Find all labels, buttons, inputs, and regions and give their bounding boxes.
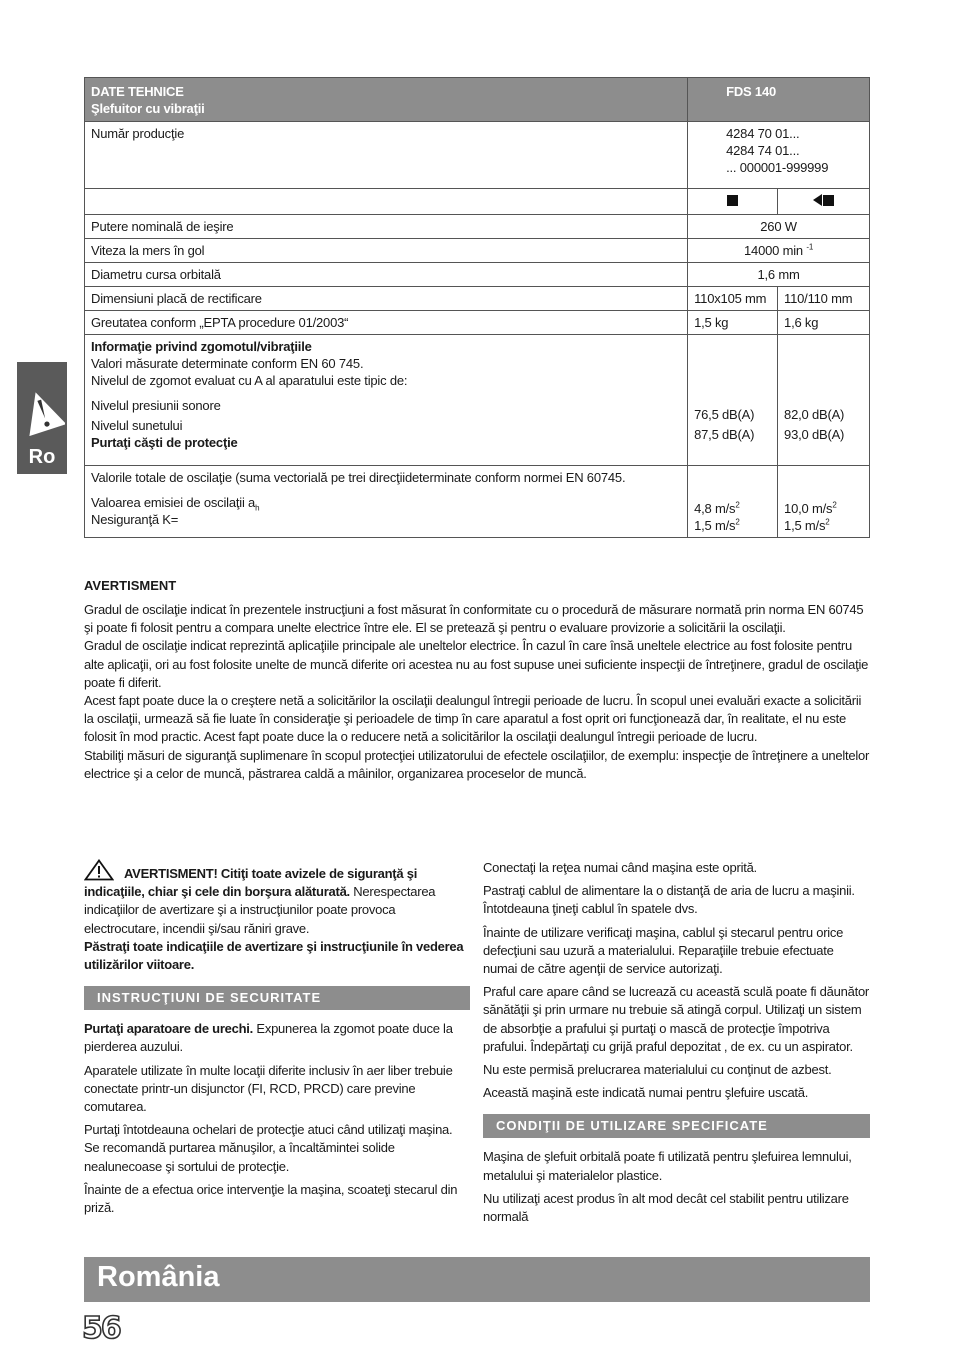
power-value: 260 W <box>688 215 870 239</box>
noise-title: Informaţie privind zgomotul/vibraţiile <box>91 339 312 354</box>
weight-label: Greutatea conform „EPTA procedure 01/2003“ <box>85 311 688 335</box>
sound-pressure-label: Nivelul presiunii sonore <box>91 398 221 413</box>
orbit-label: Diametru cursa orbitală <box>85 263 688 287</box>
empty-cell <box>85 189 688 215</box>
dust-paragraph: Praful care apare când se lucrează cu această sculă poate fi dăunător sănătăţii şi prin urmare nu trebuie să atingă corpul. Utilizaţi un sistem de absorbţie a prafului şi purtaţi o mască de protecţie împotriva prafului. Îndepărtaţi cu grijă praful depozitat , de ex. cu un aspirator. <box>483 984 869 1054</box>
section-heading-usage: CONDIŢII DE UTILIZARE SPECIFICATE <box>483 1114 870 1138</box>
power-label: Putere nominală de ieşire <box>85 215 688 239</box>
vibration-emission-value-2: 10,0 $m/s^2$ <box>784 500 837 516</box>
noise-line: Valori măsurate determinate conform EN 60 745. <box>91 356 364 371</box>
weight-value-2: 1,6 kg <box>778 311 870 335</box>
vibration-intro: Valorile totale de oscilaţie (suma vectorială pe trei direcţiideterminate conform normei EN 60745. <box>91 470 626 485</box>
sound-pressure-value-2: 82,0 dB(A) <box>784 407 845 422</box>
other-use-paragraph: Nu utilizaţi acest produs în alt mod decât cel stabilit pentru utilizare normală <box>483 1190 849 1225</box>
noise-labels-cell <box>85 335 688 466</box>
table-row-vibration <box>85 466 870 538</box>
vibration-uncertainty-value-2: 1,5 $m/s^2$ <box>784 517 830 533</box>
footer-language-title: România <box>97 1261 220 1293</box>
safety-warning-text: Nerespectarea indicaţiilor de avertizare şi a instrucţiunilor poate provoca electrocutare, incendii şi/sau răniri grave. <box>84 884 436 936</box>
warning-icon <box>84 859 114 881</box>
section-heading-safety: INSTRUCŢIUNI DE SECURITATE <box>84 986 470 1010</box>
speed-exponent: -1 <box>806 242 814 252</box>
sound-power-label: Nivelul sunetului <box>91 418 183 433</box>
vibration-labels-cell <box>85 466 688 538</box>
orbit-value: 1,6 mm <box>688 263 870 287</box>
vibration-values-2 <box>778 466 870 538</box>
noise-line: Nivelul de zgomot evaluat cu A al aparatului este tipic de: <box>91 373 408 388</box>
emission-subscript: h <box>255 503 260 513</box>
warning-paragraph: Stabiliţi măsuri de siguranţă suplimenare în scopul protecţiei utilizatorului de efectele oscilaţiilor, de exemplu: inspecţie de întreţinere a uneltelor electrice şi a celor de muncă, păstrarea caldă a mâinilor, organizarea proceselor de muncă. <box>84 747 870 781</box>
ear-protection-paragraph: Purtaţi aparatoare de urechi. Expunerea la zgomot poate duce la pierderea auzului. <box>84 1021 453 1055</box>
vibration-emission-label: Valoarea emisiei de oscilaţii $a_h$ <box>91 495 260 513</box>
language-side-tab <box>17 362 67 474</box>
warning-paragraph: Gradul de oscilaţie indicat în prezentele instrucţiuni a fost măsurat în conformitate cu o procedură de măsurare normată prin norma EN 60745 şi poate fi folosit pentru a compara unelte electrice între ele. El se pretează şi pentru o evaluare provizorie a solicitării la oscilaţii. <box>84 602 864 636</box>
vibration-uncertainty-value-1: 1,5 $m/s^2$ <box>694 517 740 533</box>
plate-value-1: 110x105 mm <box>688 287 778 311</box>
speed-value-cell <box>688 239 870 263</box>
safety-warning-bold: AVERTISMENT! Citiţi toate avizele de siguranţă şi indicaţiile, chiar şi cele din borşura alăturată. <box>84 866 418 900</box>
table-header-subtitle: Şlefuitor cu vibraţii <box>91 101 205 116</box>
vibration-warning-title: AVERTISMENT <box>84 578 177 593</box>
connect-paragraph: Conectaţi la reţea numai când maşina este oprită. <box>483 860 757 875</box>
usage-paragraph: Maşina de şlefuit orbitală poate fi utilizată pentru şlefuirea lemnului, metalului şi materialelor plastice. <box>483 1149 852 1183</box>
footer-language-bar <box>84 1257 870 1302</box>
page-number: 56 <box>82 1311 120 1346</box>
noise-values-2 <box>778 335 870 466</box>
ear-protection-label: Purtaţi căşti de protecţie <box>91 435 238 450</box>
table-row <box>85 122 870 189</box>
production-label: Număr producţie <box>85 122 688 189</box>
warning-paragraph: Gradul de oscilaţie indicat reprezintă aplicaţiile principale ale uneltelor electrice. În cazul în care însă uneltele electrice au fost folosite pentru alte aplicaţii, ori au fost folosite unelte de muncă diferite ori acestea nu au fost supuse unei suficiente inspecţii de întreţinere, gradul de oscilaţie poate fi diferit. <box>84 638 869 690</box>
sound-power-value-2: 93,0 dB(A) <box>784 427 845 442</box>
left-column <box>84 859 470 1222</box>
asbestos-paragraph: Nu este permisă prelucrarea materialului cu conţinut de azbest. <box>483 1062 832 1078</box>
speed-label: Viteza la mers în gol <box>85 239 688 263</box>
production-number: 4284 74 01... <box>726 143 800 158</box>
square-icon <box>727 195 738 206</box>
vibration-values-1 <box>688 466 778 538</box>
noise-values-1 <box>688 335 778 466</box>
warning-triangle-icon <box>19 386 65 436</box>
check-paragraph: Înainte de utilizare verificaţi maşina, cablul şi stecarul pentru orice defecţiuni sau uzură a materialului. Reparaţiile trebuie efectuate numai de către agenţii de service autorizaţi. <box>483 924 844 977</box>
tech-data-table <box>84 77 870 538</box>
speed-value: 14000 min <box>744 243 803 258</box>
sound-power-value-1: 87,5 dB(A) <box>694 427 755 442</box>
vibration-uncertainty-label: Nesiguranţă K= <box>91 512 179 527</box>
unplug-paragraph: Înainte de a efectua orice intervenţie la maşina, scoateţi stecarul din priză. <box>84 1181 458 1216</box>
table-row <box>85 215 870 239</box>
dry-sanding-paragraph: Această maşină este indicată numai pentru şlefuire uscată. <box>483 1085 809 1101</box>
table-header-row <box>85 78 870 122</box>
vibration-emission-value-1: 4,8 $m/s^2$ <box>694 500 740 516</box>
weight-value-1: 1,5 kg <box>688 311 778 335</box>
production-number: 4284 70 01... <box>726 126 800 141</box>
production-numbers-cell <box>688 122 870 189</box>
plate-value-2: 110/110 mm <box>778 287 870 311</box>
table-row <box>85 287 870 311</box>
variant-icon-cell <box>778 189 870 215</box>
table-row <box>85 189 870 215</box>
plate-label: Dimensiuni placă de rectificare <box>85 287 688 311</box>
right-column <box>483 859 870 1231</box>
safety-warning-paragraph <box>84 859 470 974</box>
table-row <box>85 263 870 287</box>
language-code: Ro <box>28 446 56 468</box>
cable-paragraph: Pastraţi cablul de alimentare la o distanţă de aria de lucru a maşinii. Întotdeauna ţineţi cablul în spatele dvs. <box>483 883 855 917</box>
keep-instructions-note: Păstraţi toate indicaţiile de avertizare şi instrucţiunile în vederea utilizărilor viitoare. <box>84 938 464 973</box>
warning-paragraph: Acest fapt poate duce la o creştere netă a solicitărilor la oscilaţii dealungul întregii perioade de lucru. În scopul unei evaluări exacte a solicitării la oscilaţii, urmează să fie luate în consideraţie şi perioadele de timp în care aparatul a fost oprit ori funcţionează dar, în realitate, el nu este folosit în mod practic. Acest fapt poate duce la o reducere netă a solicitărilor la oscilaţii dealungul întregii perioade de lucru. <box>84 693 862 745</box>
sound-pressure-value-1: 76,5 dB(A) <box>694 407 755 422</box>
vibration-warning-body <box>84 601 870 783</box>
table-row-noise <box>85 335 870 466</box>
glasses-paragraph: Purtaţi întotdeauna ochelari de protecţie atuci când utilizaţi maşina. Se recomandă purtarea mănuşilor, a încaltămintei solide nealunecoase şi sortului de protecţie. <box>84 1122 453 1174</box>
table-row <box>85 311 870 335</box>
outdoor-paragraph: Aparatele utilizate în multe locaţii diferite inclusiv în aer liber trebuie conectate printr-un disjunctor (FI, RCD, PRCD) care previne comutarea. <box>84 1062 453 1115</box>
table-row <box>85 239 870 263</box>
triangle-left-icon <box>813 194 822 206</box>
square-icon <box>823 195 834 206</box>
variant-icon-cell <box>688 189 778 215</box>
table-header-cell <box>85 78 688 122</box>
production-number: ... 000001-999999 <box>726 160 829 175</box>
table-header-title: DATE TEHNICE <box>91 84 184 99</box>
table-model-name: FDS 140 <box>688 78 870 122</box>
